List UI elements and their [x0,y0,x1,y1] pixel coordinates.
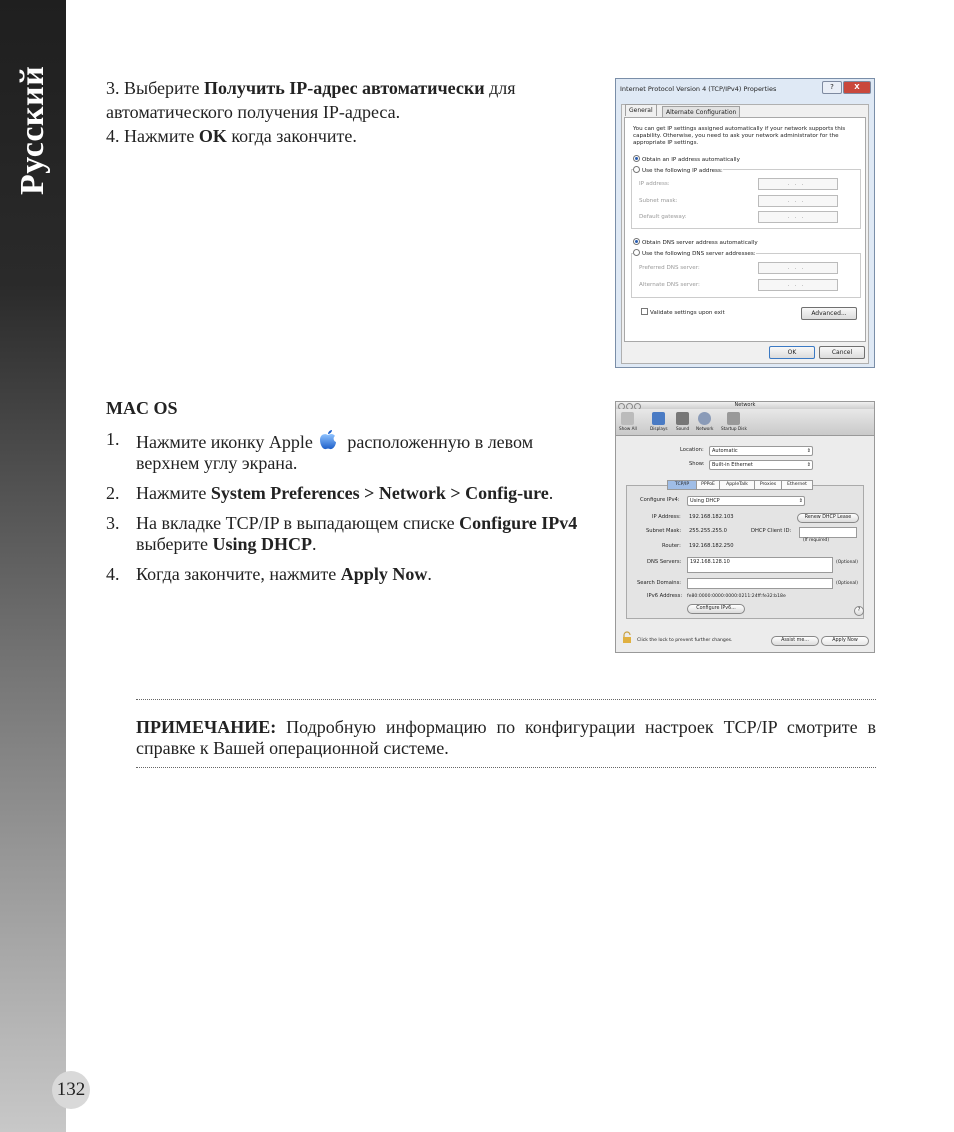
subnet-mask-label: Subnet mask: [639,198,678,204]
show-select[interactable]: Built-in Ethernet ⇕ [709,460,813,470]
disk-icon [727,412,740,425]
ip-address-label: IP Address: [652,514,681,520]
preferred-dns-label: Preferred DNS server: [639,265,700,271]
show-all-button[interactable]: Show All [619,412,637,431]
search-optional-note: (Optional) [836,581,858,586]
ok-button[interactable]: OK [769,346,815,359]
mac-window-title: Network [616,402,874,409]
mac-step-4: 4. Когда закончите, нажмите Apply Now. [106,564,432,584]
help-icon[interactable]: ? [854,606,864,616]
alternate-dns-label: Alternate DNS server: [639,282,700,288]
radio-icon [633,166,640,173]
step-4: 4. Нажмите OK когда закончите. [106,126,357,146]
tab-tcpip[interactable]: TCP/IP [667,480,697,490]
mac-steps-list [106,429,596,594]
apply-now-button[interactable]: Apply Now [821,636,869,646]
ip-address-value: 192.168.182.103 [689,514,734,520]
apple-icon [317,429,339,451]
close-button[interactable]: X [843,81,871,94]
mac-os-heading: MAC OS [106,398,178,418]
dns-servers-label: DNS Servers: [647,559,682,565]
tab-general[interactable]: General [625,104,657,116]
note-bottom-divider [136,767,876,768]
mac-step-2: 2. Нажмите System Preferences > Network > Config-ure. [106,483,554,503]
dialog-intro: You can get IP settings assigned automatically if your network supports this capability. Otherwise, you need to ask your network administrator for the appropriate IP settings. [633,126,846,146]
step-3-line2: автоматического получения IP-адреса. [106,102,401,122]
dhcp-client-id-label: DHCP Client ID: [751,528,792,534]
sound-button[interactable]: Sound [676,412,689,431]
cancel-button[interactable]: Cancel [819,346,865,359]
radio-use-ip[interactable]: Use the following IP address: [633,166,723,175]
step-3: 3. Выберите Получить IP-адрес автоматически для [106,78,516,98]
search-domains-input[interactable] [687,578,833,589]
note-top-divider [136,699,876,700]
lock-icon[interactable] [622,631,632,643]
show-label: Show: [689,461,705,467]
windows-steps [106,76,596,148]
assist-me-button[interactable]: Assist me... [771,636,819,646]
help-button[interactable]: ? [822,81,842,94]
tab-ethernet[interactable]: Ethernet [781,480,813,490]
if-required-note: (If required) [803,538,830,543]
configure-ipv6-button[interactable]: Configure IPv6... [687,604,745,614]
radio-icon [633,249,640,256]
display-icon [652,412,665,425]
mac-network-window [615,401,875,653]
radio-selected-icon [633,155,640,162]
default-gateway-field[interactable]: ... [758,211,838,223]
ipv4-properties-dialog [615,78,875,368]
mac-step-1: 1. Нажмите иконку Apple расположенную в левом верхнем углу экрана. [106,429,534,473]
startup-disk-button[interactable]: Startup Disk [721,412,747,431]
network-button[interactable]: Network [696,412,713,431]
radio-use-dns[interactable]: Use the following DNS server addresses: [633,249,756,258]
tab-alternate-configuration[interactable]: Alternate Configuration [662,106,740,118]
radio-obtain-ip[interactable]: Obtain an IP address automatically [633,155,740,164]
mac-toolbar [616,409,874,436]
dialog-title: Internet Protocol Version 4 (TCP/IPv4) Properties [620,85,777,93]
dns-servers-input[interactable]: 192.168.128.10 [687,557,833,573]
tab-appletalk[interactable]: AppleTalk [719,480,755,490]
speaker-icon [676,412,689,425]
ip-address-label: IP address: [639,181,670,187]
configure-ipv4-label: Configure IPv4: [640,497,680,503]
dns-optional-note: (Optional) [836,560,858,565]
mac-step-3: 3. На вкладке TCP/IP в выпадающем списке Configure IPv4 выберите Using DHCP. [106,513,578,554]
language-sidebar [0,0,66,1132]
ipv6-address-value: fe80:0000:0000:0000:0211:24ff:fe32:b18e [687,594,786,599]
router-value: 192.168.182.250 [689,543,734,549]
radio-selected-icon [633,238,640,245]
grid-icon [621,412,634,425]
ip-address-field[interactable]: ... [758,178,838,190]
subnet-mask-value: 255.255.255.0 [689,528,727,534]
router-label: Router: [662,543,681,549]
ipv6-address-label: IPv6 Address: [647,593,683,599]
subnet-mask-label: Subnet Mask: [646,528,682,534]
displays-button[interactable]: Displays [650,412,668,431]
step-3-bold: Получить IP-адрес автоматически [204,78,485,98]
tab-pppoe[interactable]: PPPoE [696,480,720,490]
radio-obtain-dns[interactable]: Obtain DNS server address automatically [633,238,758,247]
search-domains-label: Search Domains: [637,580,682,586]
location-label: Location: [680,447,704,453]
advanced-button[interactable]: Advanced... [801,307,857,320]
globe-icon [698,412,711,425]
preferred-dns-field[interactable]: ... [758,262,838,274]
checkbox-icon [641,308,648,315]
renew-dhcp-button[interactable]: Renew DHCP Lease [797,513,859,523]
configure-ipv4-select[interactable]: Using DHCP ⇕ [687,496,805,506]
default-gateway-label: Default gateway: [639,214,687,220]
tab-proxies[interactable]: Proxies [754,480,782,490]
tcpip-panel [626,482,864,619]
alternate-dns-field[interactable]: ... [758,279,838,291]
sidebar-language-label: Русский [14,65,51,195]
lock-text: Click the lock to prevent further changes. [637,638,733,643]
note-label: ПРИМЕЧАНИЕ: [136,717,277,737]
note-block [136,717,876,759]
subnet-mask-field[interactable]: ... [758,195,838,207]
page-number: 132 [52,1071,90,1109]
note-text: Подробную информацию по конфигурации настроек TCP/IP смотрите в справке к Вашей операционной системе. [136,717,876,758]
validate-checkbox[interactable]: Validate settings upon exit [641,308,725,317]
location-select[interactable]: Automatic ⇕ [709,446,813,456]
